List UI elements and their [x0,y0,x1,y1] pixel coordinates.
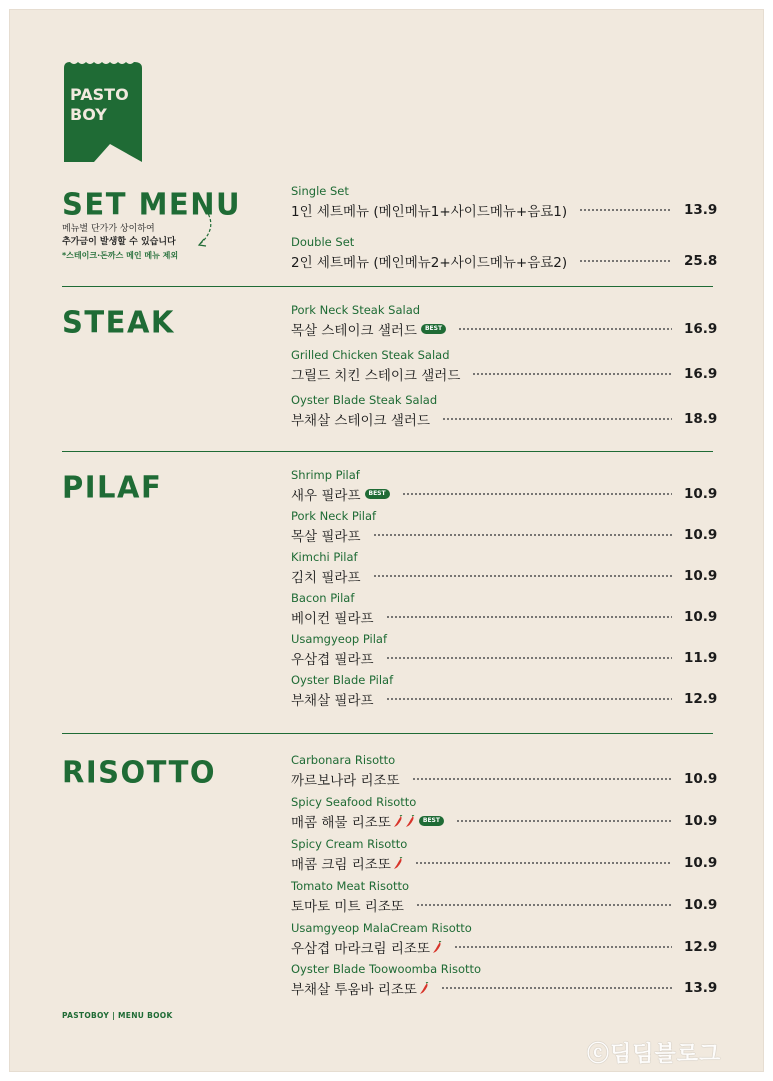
item-name-ko: 그릴드 치킨 스테이크 샐러드 [291,368,461,384]
item-name-en: Pork Neck Steak Salad [291,303,421,317]
leader-dots [412,778,672,780]
set-menu-note [62,223,178,262]
item-name-en: Oyster Blade Steak Salad [291,393,438,407]
leader-dots [416,904,672,906]
leader-dots [579,209,672,211]
leader-dots [454,946,672,948]
item-name-ko: 베이컨 필라프 [291,611,374,627]
leader-dots [458,328,672,330]
item-price: 10.9 [684,813,718,829]
leader-dots [373,534,673,536]
item-name-en: Kimchi Pilaf [291,550,358,564]
item-name-ko: 우삼겹 필라프 [291,652,374,668]
menu-item [291,392,718,430]
menu-item [291,347,718,385]
set-note-line2: 추가금이 발생할 수 있습니다 [62,237,176,247]
best-badge: BEST [365,489,390,499]
menu-item [291,836,718,874]
leader-dots [402,493,672,495]
item-price: 16.9 [684,366,718,382]
item-name-en: Tomato Meat Risotto [291,879,410,893]
set-note-line3: *스테이크·돈까스 메인 메뉴 제외 [62,251,179,260]
leader-dots [579,260,672,262]
item-name-ko: 부채살 스테이크 샐러드 [291,413,430,429]
item-price: 10.9 [684,568,718,584]
item-name-en: Pork Neck Pilaf [291,509,377,523]
item-name-en: Oyster Blade Toowoomba Risotto [291,962,482,976]
item-price: 10.9 [684,527,718,543]
logo-text-boy: BOY [70,105,107,124]
pastoboy-logo-icon [62,62,144,164]
leader-dots [472,373,672,375]
item-name-ko: 2인 세트메뉴 (메인메뉴2+사이드메뉴+음료2) [291,255,568,271]
best-badge: BEST [419,816,444,826]
leader-dots [386,698,672,700]
menu-item [291,549,718,587]
menu-item [291,302,718,340]
menu-item [291,631,718,669]
item-name-en: Spicy Cream Risotto [291,837,408,851]
item-name-en: Spicy Seafood Risotto [291,795,417,809]
curved-arrow-icon [188,208,218,254]
item-name-en: Carbonara Risotto [291,753,396,767]
section-title-steak: STEAK [62,304,175,340]
menu-item [291,508,718,546]
item-name-ko: 부채살 필라프 [291,693,374,709]
menu-item [291,183,718,221]
item-price: 13.9 [684,202,718,218]
item-name-ko: 목살 필라프 [291,529,361,545]
item-name-en: Usamgyeop MalaCream Risotto [291,921,472,935]
chili-pepper-icon [432,941,442,954]
logo-text-pasto: PASTO [70,85,129,104]
item-price: 10.9 [684,771,718,787]
item-name-en: Shrimp Pilaf [291,468,360,482]
set-note-line1: 메뉴별 단가가 상이하여 [62,224,155,234]
item-price: 13.9 [684,980,718,996]
section-divider [62,286,713,287]
item-name-ko: 매콤 크림 리조또 [291,857,391,873]
section-title-set-menu: SET MENU [62,186,242,222]
item-price: 10.9 [684,609,718,625]
section-title-risotto: RISOTTO [62,754,217,790]
menu-item [291,672,718,710]
item-name-ko: 김치 필라프 [291,570,361,586]
item-name-ko: 1인 세트메뉴 (메인메뉴1+사이드메뉴+음료1) [291,204,568,220]
menu-page [9,9,764,1072]
item-name-en: Double Set [291,235,355,249]
section-divider [62,451,713,452]
menu-item [291,590,718,628]
item-price: 10.9 [684,855,718,871]
leader-dots [373,575,673,577]
leader-dots [415,862,672,864]
leader-dots [441,987,672,989]
item-name-en: Grilled Chicken Steak Salad [291,348,450,362]
item-name-en: Bacon Pilaf [291,591,355,605]
item-name-ko: 매콤 해물 리조또 [291,815,391,831]
item-name-ko: 목살 스테이크 샐러드 [291,323,417,339]
item-price: 12.9 [684,939,718,955]
section-divider [62,733,713,734]
item-price: 10.9 [684,486,718,502]
chili-pepper-icon [393,815,403,828]
item-name-ko: 우삼겹 마라크림 리조또 [291,941,430,957]
leader-dots [456,820,672,822]
chili-pepper-icon [419,982,429,995]
menu-item [291,467,718,505]
menu-item [291,920,718,958]
leader-dots [442,418,672,420]
footer-text: PASTOBOY | MENU BOOK [62,1011,173,1020]
item-name-ko: 부채살 투움바 리조또 [291,982,417,998]
watermark: ⓒ딤딤블로그 [587,1042,722,1067]
item-price: 10.9 [684,897,718,913]
item-price: 11.9 [684,650,718,666]
menu-item [291,234,718,272]
item-name-ko: 토마토 미트 리조또 [291,899,404,915]
leader-dots [386,657,672,659]
item-price: 16.9 [684,321,718,337]
item-price: 18.9 [684,411,718,427]
section-title-pilaf: PILAF [62,469,163,505]
chili-pepper-icon [393,857,403,870]
best-badge: BEST [421,324,446,334]
item-price: 12.9 [684,691,718,707]
item-name-en: Usamgyeop Pilaf [291,632,387,646]
item-price: 25.8 [684,253,718,269]
leader-dots [386,616,672,618]
menu-item [291,794,718,832]
item-name-ko: 새우 필라프 [291,488,361,504]
chili-pepper-icon [405,815,415,828]
item-name-en: Single Set [291,184,349,198]
menu-item [291,878,718,916]
item-name-en: Oyster Blade Pilaf [291,673,394,687]
item-name-ko: 까르보나라 리조또 [291,773,400,789]
menu-item [291,752,718,790]
menu-item [291,961,718,999]
